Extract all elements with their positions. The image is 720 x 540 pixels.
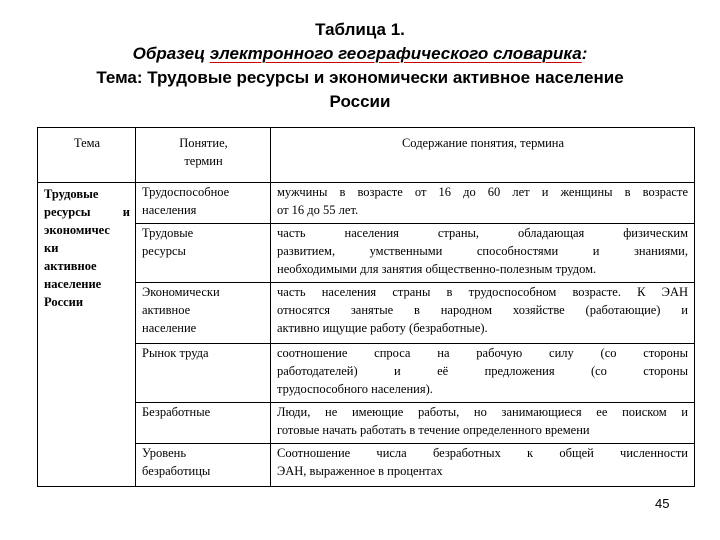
subtitle-prefix: Образец (132, 44, 210, 63)
def-line: соотношение спроса на рабочую силу (со стороны (277, 346, 688, 360)
header-topic: Тема (38, 128, 136, 183)
table-row (38, 403, 695, 444)
term-cell (136, 183, 271, 224)
def-line: трудоспособного населения). (277, 382, 433, 396)
definition-cell (271, 344, 695, 403)
term-line: безработицы (142, 464, 211, 478)
definition-cell (271, 444, 695, 487)
topic-cell (38, 183, 136, 487)
topic-title-cont: России (329, 92, 391, 111)
term-line: Рынок труда (142, 346, 209, 360)
def-line: необходимыми для занятия общественно-полезным трудом. (277, 262, 597, 276)
table-row (38, 224, 695, 283)
page-header (0, 18, 720, 114)
def-line: от 16 до 55 лет. (277, 203, 359, 217)
def-line: активно ищущие работу (безработные). (277, 321, 488, 335)
definition-cell (271, 283, 695, 344)
term-line: Безработные (142, 405, 211, 419)
topic-title: Тема: Трудовые ресурсы и экономически активное население (96, 68, 624, 87)
table-row (38, 344, 695, 403)
header-term-line1: Понятие, (179, 136, 228, 150)
term-cell (136, 224, 271, 283)
definition-cell (271, 224, 695, 283)
term-line: население (142, 321, 197, 335)
term-cell (136, 344, 271, 403)
header-term-line2: термин (184, 154, 223, 168)
dictionary-table (37, 127, 695, 487)
def-line: часть населения страны, обладающая физическим (277, 226, 688, 240)
topic-line: Трудовые (44, 187, 99, 201)
def-line: Люди, не имеющие работы, но занимающиеся ее поиском и (277, 405, 688, 419)
term-line: активное (142, 303, 191, 317)
subtitle-suffix: : (581, 44, 588, 63)
table-row (38, 183, 695, 224)
header-row (38, 128, 695, 183)
definition-cell (271, 403, 695, 444)
table-number: Таблица 1. (315, 20, 405, 39)
term-line: Трудовые (142, 226, 194, 240)
term-line: ресурсы (142, 244, 186, 258)
subtitle-underlined: электронного географического словарика (209, 44, 582, 63)
definition-cell (271, 183, 695, 224)
term-line: Трудоспособное (142, 185, 230, 199)
term-cell (136, 283, 271, 344)
def-line: мужчины в возрасте от 16 до 60 лет и женщины в возрасте (277, 185, 688, 199)
page-number: 45 (655, 496, 670, 511)
def-line: ЭАН, выраженное в процентах (277, 464, 443, 478)
topic-line: активное (44, 259, 97, 273)
def-line: относятся занятые в народном хозяйстве (работающие) и (277, 303, 688, 317)
def-line: часть населения страны в трудоспособном возрасте. К ЭАН (277, 285, 688, 299)
def-line: готовые начать работать в течение определенного времени (277, 423, 590, 437)
topic-line: России (44, 295, 84, 309)
def-line: Соотношение числа безработных к общей численности (277, 446, 688, 460)
header-term (136, 128, 271, 183)
header-definition: Содержание понятия, термина (271, 128, 695, 183)
def-line: работодателей) и её предложения (со стороны (277, 364, 688, 378)
table-row (38, 444, 695, 487)
term-cell (136, 403, 271, 444)
topic-line: ки (44, 241, 59, 255)
term-line: населения (142, 203, 197, 217)
term-line: Экономически (142, 285, 220, 299)
def-line: развитием, умственными способностями и знаниями, (277, 244, 688, 258)
term-line: Уровень (142, 446, 187, 460)
topic-line: экономичес (44, 223, 110, 237)
term-cell (136, 444, 271, 487)
table-subtitle (0, 42, 720, 66)
topic-line: ресурсы и (44, 205, 130, 219)
topic-line: население (44, 277, 102, 291)
table-row (38, 283, 695, 344)
